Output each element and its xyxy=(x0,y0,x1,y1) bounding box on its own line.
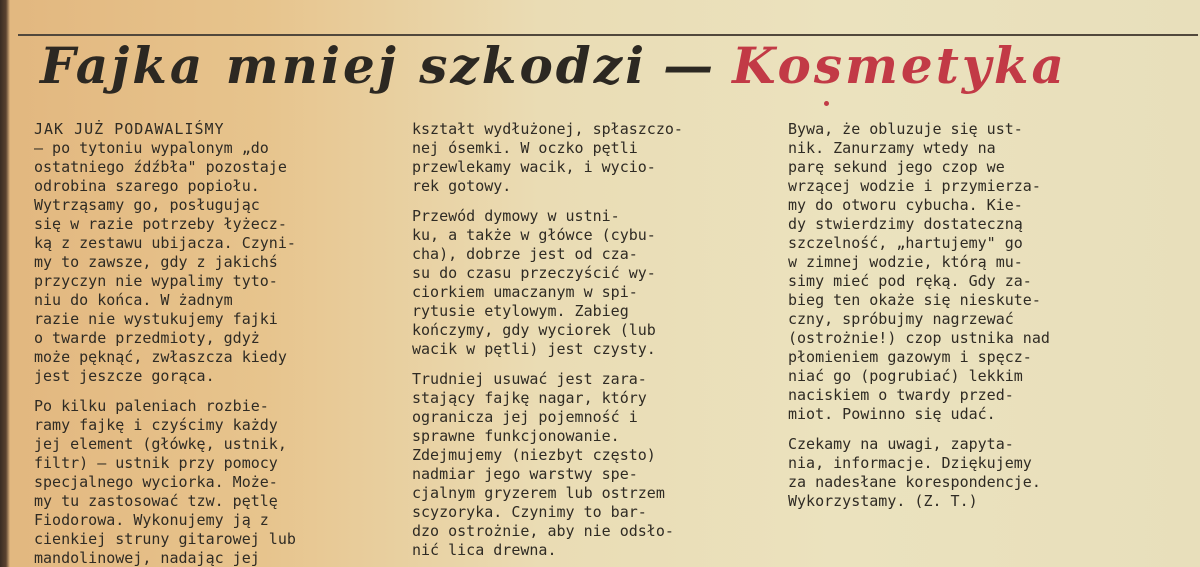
text-line: Wytrząsamy go, posługując xyxy=(34,196,260,214)
text-line: cha), dobrze jest od cza- xyxy=(412,245,638,263)
text-line: rek gotowy. xyxy=(412,177,512,195)
text-line: ogranicza jej pojemność i xyxy=(412,408,638,426)
text-line: naciskiem o twardy przed- xyxy=(788,386,1014,404)
text-line: nej ósemki. W oczko pętli xyxy=(412,139,638,157)
text-line: (ostrożnie!) czop ustnika nad xyxy=(788,329,1050,347)
headline-dash: — xyxy=(663,36,717,95)
article-paragraph xyxy=(788,435,1138,511)
text-line: ką z zestawu ubijacza. Czyni- xyxy=(34,234,296,252)
text-line: jej element (główkę, ustnik, xyxy=(34,435,287,453)
text-line: Zdejmujemy (niezbyt często) xyxy=(412,446,656,464)
text-line: my tu zastosować tzw. pętlę xyxy=(34,492,278,510)
text-line: kończymy, gdy wyciorek (lub xyxy=(412,321,656,339)
text-line: płomieniem gazowym i spęcz- xyxy=(788,348,1032,366)
text-line: Wykorzystamy. (Z. T.) xyxy=(788,492,978,510)
text-line: scyzoryka. Czynimy to bar- xyxy=(412,503,647,521)
text-line: nadmiar jego warstwy spe- xyxy=(412,465,638,483)
article-column-2 xyxy=(412,120,758,567)
text-line: bieg ten okaże się nieskute- xyxy=(788,291,1041,309)
text-line: się w razie potrzeby łyżecz- xyxy=(34,215,287,233)
text-line: szczelność, „hartujemy" go xyxy=(788,234,1023,252)
text-line: stający fajkę nagar, który xyxy=(412,389,647,407)
text-line: cienkiej struny gitarowej lub xyxy=(34,530,296,548)
text-line: Trudniej usuwać jest zara- xyxy=(412,370,647,388)
text-line: mandolinowej, nadając jej xyxy=(34,549,260,567)
headline xyxy=(40,26,1190,106)
text-line: Po kilku paleniach rozbie- xyxy=(34,397,269,415)
text-line: miot. Powinno się udać. xyxy=(788,405,996,423)
text-line: wrzącej wodzie i przymierza- xyxy=(788,177,1041,195)
text-line: JAK JUŻ PODAWALIŚMY xyxy=(34,120,225,138)
text-line: my do otworu cybucha. Kie- xyxy=(788,196,1023,214)
text-line: cjalnym gryzerem lub ostrzem xyxy=(412,484,665,502)
text-line: niać go (pogrubiać) lekkim xyxy=(788,367,1023,385)
text-line: dy stwierdzimy dostateczną xyxy=(788,215,1023,233)
text-line: — po tytoniu wypalonym „do xyxy=(34,139,269,157)
article-paragraph xyxy=(34,120,374,386)
headline-part2: Kosmetyka xyxy=(732,36,1067,95)
text-line: filtr) — ustnik przy pomocy xyxy=(34,454,278,472)
text-line: sprawne funkcjonowanie. xyxy=(412,427,620,445)
article-column-3 xyxy=(788,120,1138,567)
text-line: w zimnej wodzie, którą mu- xyxy=(788,253,1023,271)
text-line: ku, a także w główce (cybu- xyxy=(412,226,656,244)
text-line: ciorkiem umaczanym w spi- xyxy=(412,283,638,301)
text-line: Bywa, że obluzuje się ust- xyxy=(788,120,1023,138)
article-paragraph xyxy=(34,397,374,567)
text-line: dzo ostrożnie, aby nie odsło- xyxy=(412,522,674,540)
text-line: przewlekamy wacik, i wycio- xyxy=(412,158,656,176)
article-paragraph xyxy=(412,370,758,560)
text-line: jest jeszcze gorąca. xyxy=(34,367,215,385)
text-line: simy mieć pod ręką. Gdy za- xyxy=(788,272,1032,290)
text-line: nia, informacje. Dziękujemy xyxy=(788,454,1032,472)
text-line: rytusie etylowym. Zabieg xyxy=(412,302,629,320)
article-paragraph xyxy=(412,207,758,359)
text-line: przyczyn nie wypalimy tyto- xyxy=(34,272,278,290)
text-line: ostatniego źdźbła" pozostaje xyxy=(34,158,287,176)
text-line: wacik w pętli) jest czysty. xyxy=(412,340,656,358)
text-line: kształt wydłużonej, spłaszczo- xyxy=(412,120,683,138)
text-line: my to zawsze, gdy z jakichś xyxy=(34,253,278,271)
text-line: o twarde przedmioty, gdyż xyxy=(34,329,260,347)
article-paragraph xyxy=(412,120,758,196)
text-line: Przewód dymowy w ustni- xyxy=(412,207,620,225)
text-line: nić lica drewna. xyxy=(412,541,557,559)
text-line: czny, spróbujmy nagrzewać xyxy=(788,310,1014,328)
headline-part1: Fajka mniej szkodzi xyxy=(40,36,648,95)
text-line: może pęknąć, zwłaszcza kiedy xyxy=(34,348,287,366)
text-line: za nadesłane korespondencje. xyxy=(788,473,1041,491)
text-line: niu do końca. W żadnym xyxy=(34,291,233,309)
text-line: odrobina szarego popiołu. xyxy=(34,177,260,195)
scan-edge-shadow xyxy=(0,0,10,567)
text-line: ramy fajkę i czyścimy każdy xyxy=(34,416,278,434)
red-dot-ornament xyxy=(824,101,829,106)
article-column-1 xyxy=(34,120,374,567)
article-paragraph xyxy=(788,120,1138,424)
text-line: su do czasu przeczyścić wy- xyxy=(412,264,656,282)
text-line: Czekamy na uwagi, zapyta- xyxy=(788,435,1014,453)
text-line: parę sekund jego czop we xyxy=(788,158,1005,176)
text-line: razie nie wystukujemy fajki xyxy=(34,310,278,328)
text-line: nik. Zanurzamy wtedy na xyxy=(788,139,996,157)
text-line: Fiodorowa. Wykonujemy ją z xyxy=(34,511,269,529)
text-line: specjalnego wyciorka. Może- xyxy=(34,473,278,491)
